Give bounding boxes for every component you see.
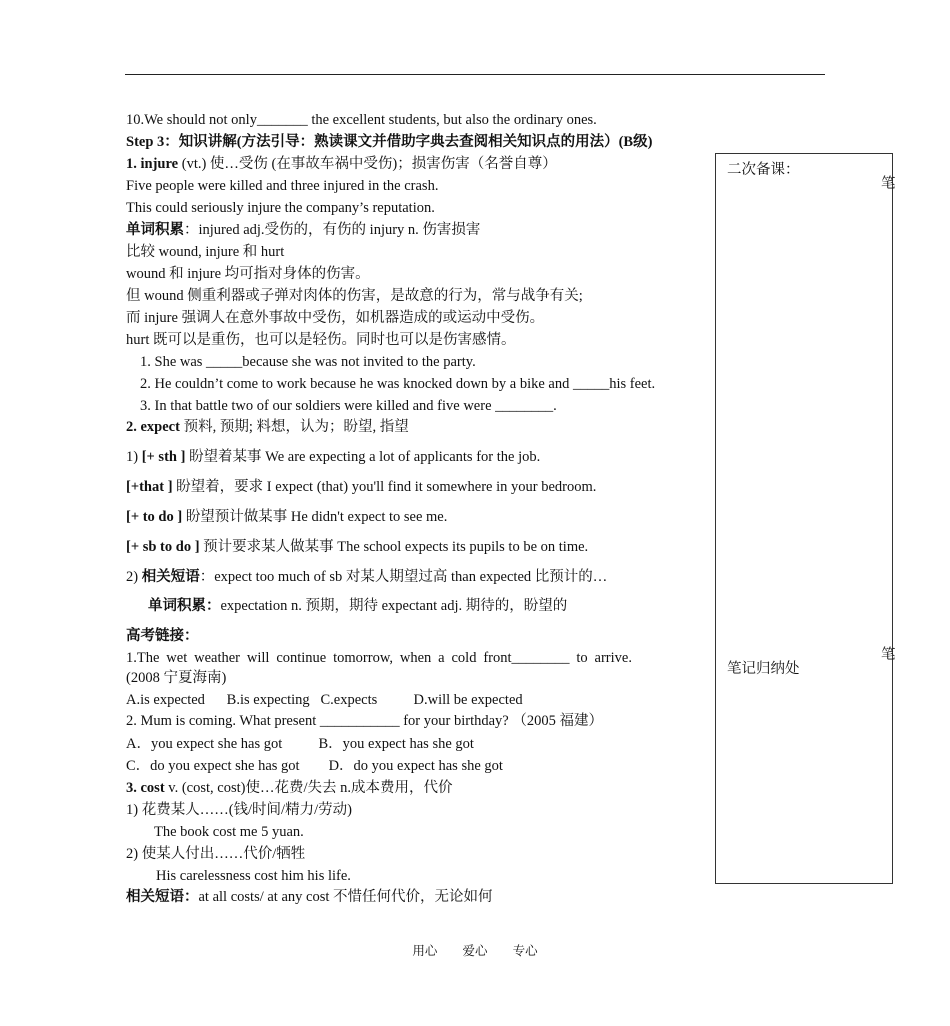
gaokao-question-2-options-ab: A．you expect she has got B．you expect has she got — [126, 736, 474, 752]
expect-word-accumulation-label: 单词积累： — [148, 598, 221, 614]
question-1-word: cold — [451, 650, 477, 666]
footer-word-3: 专心 — [512, 944, 538, 958]
injure-exercise-2: 2. He couldn’t come to work because he was knocked down by a bike and _____his feet. — [140, 376, 656, 392]
question-1-word: will — [246, 650, 270, 666]
expect-usage-2-pattern: [+that ] — [126, 479, 173, 495]
page-footer — [0, 941, 950, 959]
sidebar-edge-char-2: 笔 — [881, 647, 896, 663]
question-1-word: arrive. — [594, 650, 632, 666]
expect-definition — [126, 417, 409, 437]
header-rule — [125, 74, 825, 75]
cost-term: 3. cost — [126, 780, 165, 796]
exercise-10: 10.We should not only_______ the excellent students, but also the ordinary ones. — [126, 112, 597, 128]
footer-word-1: 用心 — [412, 944, 438, 958]
gaokao-question-1-options: A.is expected B.is expecting C.expects D.will be expected — [126, 692, 523, 708]
cost-usage-2: 2) 使某人付出……代价/牺牲 — [126, 846, 306, 862]
step-3-heading — [126, 132, 652, 152]
compare-heading: 比较 wound, injure 和 hurt — [126, 244, 285, 260]
injure-exercise-1: 1. She was _____because she was not invited to the party. — [140, 354, 476, 370]
cost-definition — [126, 778, 453, 798]
sidebar-title: 二次备课： — [727, 162, 800, 178]
expect-word-accumulation — [148, 596, 567, 616]
question-1-word: front________ — [483, 650, 570, 666]
expect-usage-3 — [126, 507, 447, 527]
expect-usage-1-num: 1) — [126, 449, 142, 465]
injure-example-2: This could seriously injure the company’s reputation. — [126, 200, 435, 216]
question-1-word: 1.The — [126, 650, 160, 666]
expect-usage-3-pattern: [+ to do ] — [126, 509, 183, 525]
expect-phrases-text: ：expect too much of sb 对某人期望过高 than expected 比预计的… — [199, 569, 608, 585]
question-1-word: wet — [166, 650, 188, 666]
expect-usage-4-text: 预计要求某人做某事 The school expects its pupils to be on time. — [199, 539, 589, 555]
cost-meaning: v. (cost, cost)使…花费/失去 n.成本费用，代价 — [164, 780, 453, 796]
step-3-text: Step 3：知识讲解(方法引导：熟读课文并借助字典去查阅相关知识点的用法）(B级) — [126, 134, 653, 150]
cost-phrases — [126, 887, 493, 907]
question-1-word: weather — [194, 650, 240, 666]
question-1-word: tomorrow, — [333, 650, 393, 666]
cost-example-2: His carelessness cost him his life. — [156, 868, 351, 884]
sidebar-notes-label: 笔记归纳处 — [727, 661, 800, 677]
gaokao-link-heading: 高考链接： — [126, 628, 199, 644]
compare-line-3: 而 injure 强调人在意外事故中受伤，如机器造成的或运动中受伤。 — [126, 310, 545, 326]
expect-usage-1 — [126, 447, 540, 467]
word-accumulation-injure — [126, 220, 480, 240]
expect-word-accumulation-text: expectation n. 预期，期待 expectant adj. 期待的，盼望的 — [220, 598, 568, 614]
expect-usage-2 — [126, 477, 596, 497]
expect-usage-4-pattern: [+ sb to do ] — [126, 539, 200, 555]
injure-exercise-3: 3. In that battle two of our soldiers were killed and five were ________. — [140, 398, 557, 414]
question-1-word: a — [438, 650, 445, 666]
notes-sidebar — [715, 153, 893, 884]
injure-meaning: (vt.) 使…受伤 (在事故车祸中受伤)；损害伤害（名誉自尊） — [178, 156, 557, 172]
cost-usage-1: 1) 花费某人……(钱/时间/精力/劳动) — [126, 802, 352, 818]
expect-meaning: 预料, 预期; 料想，认为；盼望, 指望 — [179, 419, 409, 435]
word-accumulation-label: 单词积累 — [126, 222, 184, 238]
cost-example-1: The book cost me 5 yuan. — [154, 824, 304, 840]
word-accumulation-text: ：injured adj.受伤的，有伤的 injury n. 伤害损害 — [184, 222, 481, 238]
sidebar-edge-char-1: 笔 — [881, 176, 896, 192]
expect-phrases-label: 相关短语 — [141, 569, 200, 585]
injure-definition — [126, 154, 557, 174]
cost-phrases-label: 相关短语： — [126, 889, 199, 905]
injure-example-1: Five people were killed and three injured in the crash. — [126, 178, 439, 194]
expect-phrases-num: 2) — [126, 569, 142, 585]
expect-phrases — [126, 567, 607, 587]
cost-phrases-text: at all costs/ at any cost 不惜任何代价，无论如何 — [198, 889, 493, 905]
expect-usage-3-text: 盼望预计做某事 He didn't expect to see me. — [182, 509, 448, 525]
gaokao-question-1 — [126, 648, 632, 668]
injure-term: 1. injure — [126, 156, 179, 172]
expect-usage-2-text: 盼望着，要求 I expect (that) you'll find it somewhere in your bedroom. — [172, 479, 597, 495]
question-1-word: when — [399, 650, 432, 666]
gaokao-question-2: 2. Mum is coming. What present ___________ for your birthday? （2005 福建） — [126, 713, 603, 729]
question-1-word: continue — [276, 650, 327, 666]
expect-term: 2. expect — [126, 419, 180, 435]
gaokao-question-1-source: (2008 宁夏海南) — [126, 670, 227, 686]
expect-usage-4 — [126, 537, 588, 557]
compare-line-4: hurt 既可以是重伤，也可以是轻伤。同时也可以是伤害感情。 — [126, 332, 516, 348]
question-1-word: to — [576, 650, 588, 666]
gaokao-question-2-options-cd: C．do you expect she has got D．do you expect has she got — [126, 758, 503, 774]
expect-usage-1-pattern: [+ sth ] — [141, 449, 186, 465]
compare-line-2: 但 wound 侧重利器或子弹对肉体的伤害，是故意的行为，常与战争有关; — [126, 288, 583, 304]
footer-word-2: 爱心 — [462, 944, 488, 958]
expect-usage-1-text: 盼望着某事 We are expecting a lot of applicants for the job. — [185, 449, 541, 465]
compare-line-1: wound 和 injure 均可指对身体的伤害。 — [126, 266, 370, 282]
